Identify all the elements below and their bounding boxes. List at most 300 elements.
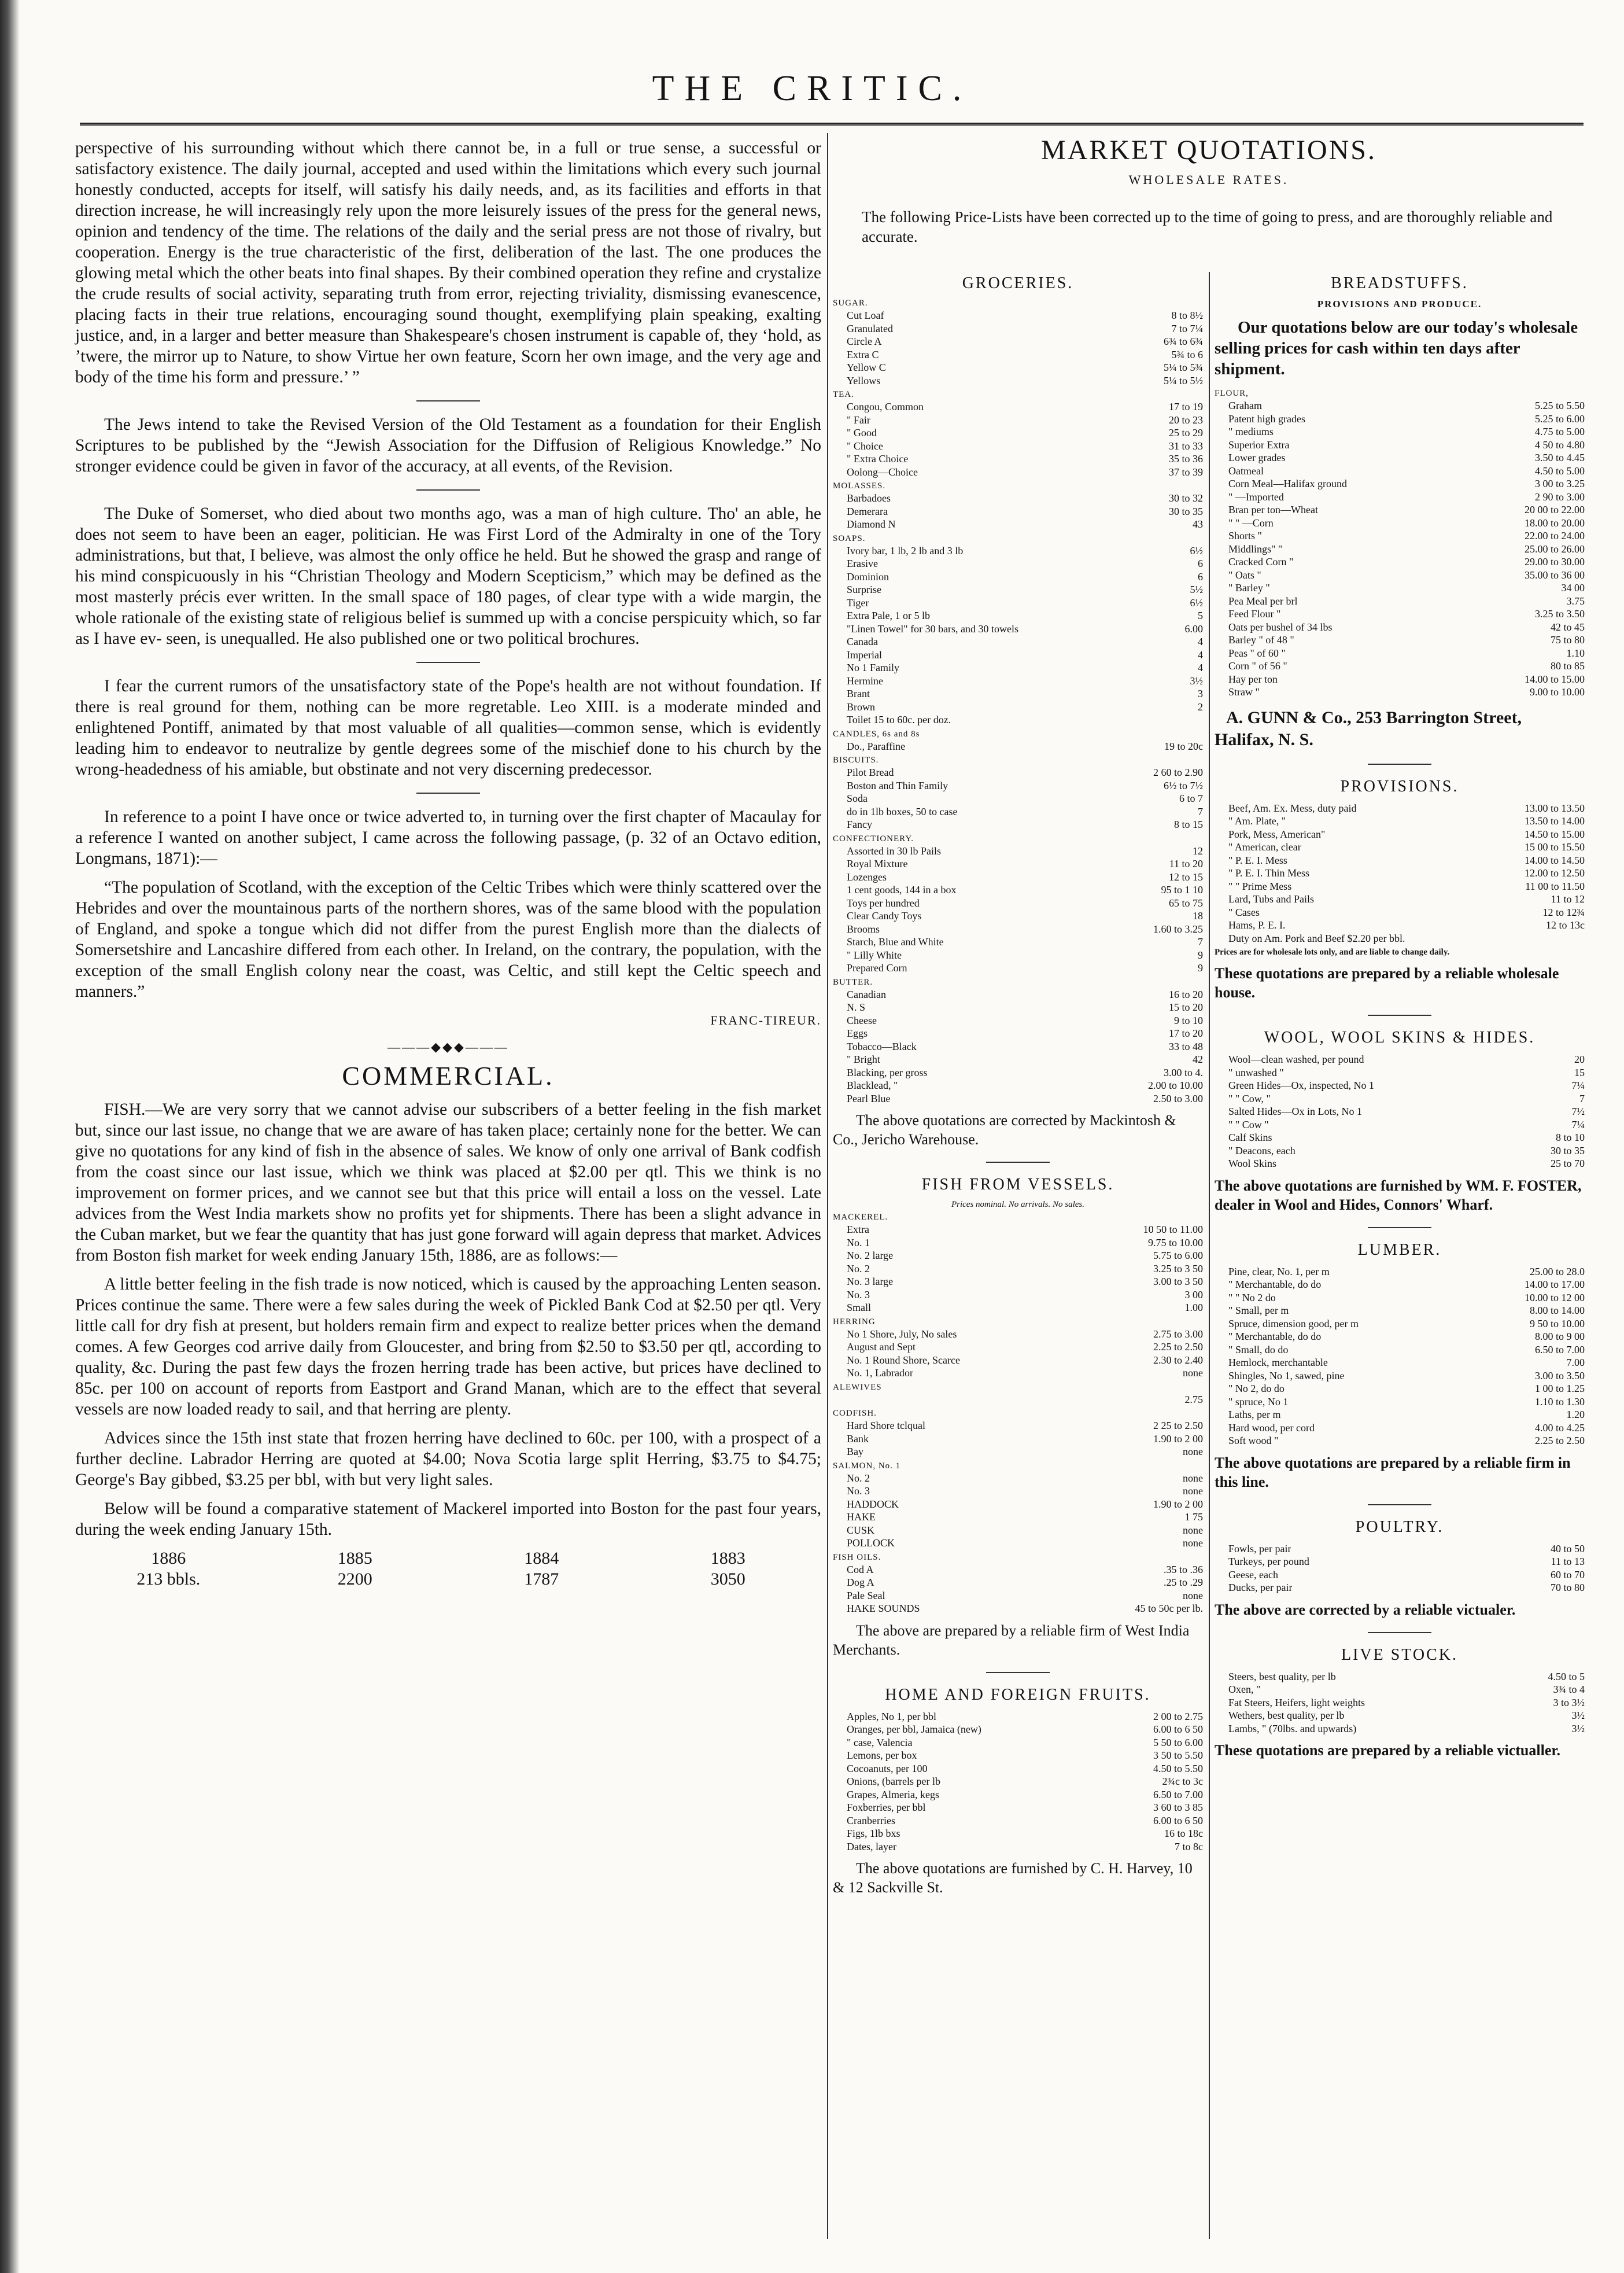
item-name: Brooms xyxy=(847,923,880,935)
item-price: 2 xyxy=(1198,701,1203,713)
breadstuffs-list xyxy=(1215,399,1585,699)
price-row xyxy=(833,1236,1203,1250)
divider xyxy=(1368,1504,1431,1505)
item-name: Apples, No 1, per bbl xyxy=(847,1710,936,1722)
livestock-list xyxy=(1215,1670,1585,1736)
item-name: Yellows xyxy=(847,374,881,386)
price-row xyxy=(1215,412,1585,426)
item-price: 5¼ to 5¾ xyxy=(1163,362,1203,373)
item-price: 3.00 to 3.50 xyxy=(1534,1369,1585,1382)
item-price: 60 to 70 xyxy=(1550,1568,1585,1581)
provisions-note: These quotations are prepared by a reliable wholesale house. xyxy=(1215,965,1559,1001)
item-price: none xyxy=(1183,1589,1203,1601)
item-price: 4 50 to 4.80 xyxy=(1534,439,1585,451)
item-price: 2.25 to 2.50 xyxy=(1534,1435,1585,1446)
item-name: Soda xyxy=(847,793,868,804)
year-cell: 1884 xyxy=(524,1549,559,1568)
category-label: ALEWIVES xyxy=(833,1382,882,1392)
item-name: Shingles, No 1, sawed, pine xyxy=(1228,1369,1345,1382)
item-price: 3½ xyxy=(1190,675,1203,687)
item-name: Dominion xyxy=(847,570,889,583)
item-name: Bay xyxy=(847,1446,863,1457)
item-name: " Bright xyxy=(847,1053,880,1065)
item-name: Surprise xyxy=(847,584,881,595)
item-name: No 1 Shore, July, No sales xyxy=(847,1328,957,1340)
item-price: 14.00 to 17.00 xyxy=(1524,1279,1585,1290)
item-price: 3¾ to 4 xyxy=(1553,1683,1585,1695)
item-price: 3.50 to 4.45 xyxy=(1534,452,1585,463)
price-row xyxy=(1215,555,1585,569)
item-name: Grapes, Almeria, kegs xyxy=(847,1788,939,1800)
price-row xyxy=(1215,854,1585,867)
livestock-heading: LIVE STOCK. xyxy=(1341,1645,1459,1664)
item-name: HAKE xyxy=(847,1511,876,1523)
item-price: 30 to 35 xyxy=(1168,505,1203,517)
price-row xyxy=(833,740,1203,753)
price-row xyxy=(1215,673,1585,686)
price-row xyxy=(833,1354,1203,1367)
item-name: Lower grades xyxy=(1228,452,1286,463)
item-price: 11 to 12 xyxy=(1551,893,1585,905)
item-name: Pine, clear, No. 1, per m xyxy=(1228,1265,1330,1277)
price-row xyxy=(833,635,1203,649)
groceries-heading: GROCERIES. xyxy=(962,274,1074,292)
item-name: Figs, 1lb bxs xyxy=(847,1828,900,1839)
price-row xyxy=(833,557,1203,570)
item-price: 7½ xyxy=(1571,1106,1585,1117)
price-row xyxy=(1215,660,1585,673)
price-row xyxy=(1215,1395,1585,1409)
year-cell: 1883 xyxy=(710,1549,745,1568)
price-row xyxy=(833,1511,1203,1524)
item-price: 4 xyxy=(1198,662,1203,673)
category-label: CANDLES, 6s and 8s xyxy=(833,729,920,739)
price-row xyxy=(833,1736,1203,1749)
item-price: 8.00 to 9 00 xyxy=(1534,1331,1585,1342)
provisions-produce-subheading: PROVISIONS AND PRODUCE. xyxy=(1317,299,1482,310)
provisions-small-note: Prices are for wholesale lots only, and are liable to change daily. xyxy=(1215,948,1450,957)
item-name: Spruce, dimension good, per m xyxy=(1228,1317,1359,1329)
item-name: No. 1, Labrador xyxy=(847,1367,913,1379)
item-name: " " Cow " xyxy=(1228,1118,1269,1130)
price-row xyxy=(833,805,1203,819)
price-row xyxy=(833,961,1203,975)
commercial-heading: COMMERCIAL. xyxy=(342,1061,555,1091)
fruits-heading: HOME AND FOREIGN FRUITS. xyxy=(885,1685,1151,1704)
price-row xyxy=(1215,867,1585,880)
item-price: 3 50 to 5.50 xyxy=(1153,1749,1203,1761)
item-name: No 1 Family xyxy=(847,662,900,673)
price-row xyxy=(833,1027,1203,1040)
item-name: Bank xyxy=(847,1432,869,1445)
price-row xyxy=(833,322,1203,336)
item-price: 9 50 to 10.00 xyxy=(1529,1317,1585,1329)
wool-heading: WOOL, WOOL SKINS & HIDES. xyxy=(1264,1029,1536,1047)
item-price: 7 xyxy=(1579,1092,1585,1104)
item-name: "Linen Towel" for 30 bars, and 30 towels xyxy=(847,622,1019,635)
editorial-column xyxy=(75,138,821,2238)
price-row xyxy=(1215,1304,1585,1317)
amount-cell: 2200 xyxy=(337,1570,372,1589)
price-row xyxy=(833,701,1203,714)
paragraph: A little better feeling in the fish trade is now noticed, which is caused by the approaching Lenten season. Prices continue the same. There were a few sales during the week of Pickled Bank Cod at $2.50 per qtl. Very little call for dry fish at present, but holders remain firm and expect to realize better prices when the demand comes. A few Georges cod arrive daily from Gloucester, and bring from $2.50 to $3.50 per qtl, according to quality, &c. During the past few days the frozen herring trade has been active, but prices have declined to 85c. per 100 on account of reports from Eastport and Grand Manan, which are to the effect that several vessels are now loaded ready to sail, and that herring are plenty. xyxy=(75,1275,821,1419)
item-name: Canada xyxy=(847,636,878,647)
item-name: Granulated xyxy=(847,322,893,334)
item-price: 12 to 12¾ xyxy=(1542,906,1585,918)
wool-note: The above quotations are furnished by WM. F. FOSTER, dealer in Wool and Hides, Connors' Wharf. xyxy=(1215,1177,1582,1213)
item-name: Pearl Blue xyxy=(847,1092,891,1104)
price-row xyxy=(833,1563,1203,1576)
divider xyxy=(1368,1015,1431,1016)
price-row xyxy=(833,1775,1203,1788)
price-row xyxy=(833,1723,1203,1736)
price-row xyxy=(833,1079,1203,1092)
item-name: Corn " of 56 " xyxy=(1228,660,1287,672)
item-name: " case, Valencia xyxy=(847,1736,913,1748)
item-price: 7 to 7¼ xyxy=(1171,322,1203,334)
item-price: 7¼ xyxy=(1571,1080,1585,1091)
item-price: 6¾ to 6¾ xyxy=(1163,336,1203,347)
price-row xyxy=(833,335,1203,348)
price-row xyxy=(1215,425,1585,439)
item-name: Peas " of 60 " xyxy=(1228,647,1286,659)
item-price: 31 to 33 xyxy=(1168,440,1203,452)
item-price: .25 to .29 xyxy=(1163,1576,1203,1588)
price-row xyxy=(1215,1382,1585,1395)
price-row xyxy=(833,583,1203,596)
item-name: Circle A xyxy=(847,336,882,347)
category-label: SALMON, No. 1 xyxy=(833,1461,901,1471)
price-row xyxy=(1215,1542,1585,1556)
item-name: Patent high grades xyxy=(1228,412,1305,425)
item-name: Middlings" " xyxy=(1228,543,1283,555)
item-name: Erasive xyxy=(847,558,878,569)
item-price: 20 00 to 22.00 xyxy=(1524,504,1585,515)
category-label: SUGAR. xyxy=(833,299,868,308)
item-price: 3½ xyxy=(1571,1710,1585,1721)
price-row xyxy=(833,1275,1203,1288)
category-label: HERRING xyxy=(833,1317,876,1327)
price-row xyxy=(833,897,1203,910)
price-row xyxy=(833,544,1203,558)
flour-category: FLOUR, xyxy=(1215,389,1249,398)
item-price: 13.00 to 13.50 xyxy=(1524,802,1585,814)
provisions-list xyxy=(1215,802,1585,945)
quotations-column-right xyxy=(1215,267,1585,2238)
item-price: 5½ xyxy=(1190,584,1203,595)
lumber-list xyxy=(1215,1265,1585,1447)
item-name: POLLOCK xyxy=(847,1537,895,1549)
price-row xyxy=(1215,1555,1585,1568)
item-price: 14.50 to 15.00 xyxy=(1524,828,1585,840)
price-row xyxy=(833,935,1203,949)
item-name: Foxberries, per bbl xyxy=(847,1802,926,1813)
price-row xyxy=(1215,1356,1585,1369)
price-row xyxy=(1215,828,1585,841)
item-name: Oxen, " xyxy=(1228,1683,1261,1695)
item-price: .35 to .36 xyxy=(1163,1563,1203,1575)
quotation: “The population of Scotland, with the exception of the Celtic Tribes which were thinly scattered over the Hebrides and over the mountainous parts of the northern shores, was of the same blood with the population of England, and spoke a tongue which did not differ from the purest English more than the dialects of Somersetshire and Lancashire differed from each other. In Ireland, on the contrary, the population, with the exception of the small English colony near the coast, was Celtic, and still kept the Celtic speech and manners.” xyxy=(75,878,821,1001)
price-row xyxy=(833,1328,1203,1341)
item-name: Straw " xyxy=(1228,686,1260,698)
item-name: Geese, each xyxy=(1228,1568,1278,1581)
item-price: 4.50 to 5.00 xyxy=(1534,465,1585,477)
market-intro: The following Price-Lists have been corrected up to the time of going to press, and are thoroughly reliable and accurate. xyxy=(862,208,1553,245)
item-price: 43 xyxy=(1193,518,1203,530)
paragraph: FISH.—We are very sorry that we cannot advise our subscribers of a better feeling in the fish market but, since our last issue, no change that we are aware of has taken place; certainly none for the better. We can give no quotations for any kind of fish in the absence of sales. We know of only one arrival of Bank codfish from the coast since our last issue, which we think was placed at $2.00 per qtl. This we think is no improvement on former prices, and we cannot see but that this price will entail a loss on the vessel. Late advices from the West India markets show no profits yet for shipments. There has been a slight advance in the Cuban market, but we fear the quantity that has just gone forward will again depress that market. Advices from Boston fish market for week ending January 15th, 1886, are as follows:— xyxy=(75,1100,821,1265)
item-name: Boston and Thin Family xyxy=(847,779,948,791)
item-name: " Am. Plate, " xyxy=(1228,815,1286,827)
item-price: 6.50 to 7.00 xyxy=(1153,1788,1203,1800)
item-price: 6 xyxy=(1198,570,1203,583)
fish-note: The above are prepared by a reliable firm of West India Merchants. xyxy=(833,1622,1190,1658)
item-name: Starch, Blue and White xyxy=(847,936,944,948)
price-row xyxy=(1215,802,1585,815)
item-price: 20 xyxy=(1574,1053,1585,1065)
price-row xyxy=(833,1432,1203,1446)
price-row xyxy=(833,1445,1203,1458)
item-name: " Fair xyxy=(847,414,870,426)
price-row xyxy=(1215,1278,1585,1291)
item-name: " mediums xyxy=(1228,426,1274,437)
paragraph: The Jews intend to take the Revised Version of the Old Testament as a foundation for their English Scriptures to be published by the “Jewish Association for the Diffusion of Religious Knowledge.” No stronger evidence could be given in favor of the accuracy, at all events, of the Revision. xyxy=(75,415,821,476)
item-price: 8.00 to 14.00 xyxy=(1529,1305,1585,1316)
masthead-rule xyxy=(80,123,1584,126)
item-price: 35.00 to 36 00 xyxy=(1524,569,1585,581)
item-price: 15 00 to 15.50 xyxy=(1524,841,1585,853)
item-name: " Good xyxy=(847,427,877,439)
fish-prices-note: Prices nominal. No arrivals. No sales. xyxy=(951,1200,1084,1209)
item-name: Oatmeal xyxy=(1228,465,1264,477)
price-row xyxy=(1215,1568,1585,1582)
category-label: SOAPS. xyxy=(833,533,866,543)
price-row xyxy=(833,348,1203,362)
price-row xyxy=(833,1340,1203,1354)
item-name: Yellow C xyxy=(847,362,886,373)
price-row xyxy=(833,1602,1203,1615)
item-name: Ivory bar, 1 lb, 2 lb and 3 lb xyxy=(847,544,964,557)
price-row xyxy=(833,1393,1203,1406)
item-name: " Small, do do xyxy=(1228,1343,1289,1355)
item-name: " Deacons, each xyxy=(1228,1144,1295,1156)
item-price: 2.50 to 3.00 xyxy=(1153,1092,1203,1104)
price-row xyxy=(833,1301,1203,1314)
item-price: 45 to 50c per lb. xyxy=(1135,1602,1203,1614)
item-price: 16 to 18c xyxy=(1164,1828,1203,1839)
item-price: 1.60 to 3.25 xyxy=(1153,923,1203,935)
price-row xyxy=(1215,880,1585,893)
item-name: N. S xyxy=(847,1001,866,1013)
provisions-heading: PROVISIONS. xyxy=(1340,777,1459,795)
item-name: Blacklead, " xyxy=(847,1080,898,1091)
item-price: 2.75 xyxy=(1184,1393,1203,1405)
ornament-divider: ———◆◆◆——— xyxy=(387,1040,509,1054)
paragraph: In reference to a point I have once or twice adverted to, in turning over the first chapter of Macaulay for a reference I wanted on another subject, I came across the following passage, (p. 32 of an Octavo edition, Longmans, 1871):— xyxy=(75,808,821,868)
item-price: 1 75 xyxy=(1184,1511,1203,1523)
item-price: 70 to 80 xyxy=(1550,1582,1585,1593)
item-name: Salted Hides—Ox in Lots, No 1 xyxy=(1228,1106,1362,1117)
divider xyxy=(1368,1227,1431,1228)
item-price: 3 60 to 3 85 xyxy=(1153,1802,1203,1813)
paragraph: Below will be found a comparative statement of Mackerel imported into Boston for the past four years, during the week ending January 15th. xyxy=(75,1500,821,1539)
item-name: Green Hides—Ox, inspected, No 1 xyxy=(1228,1080,1374,1091)
price-row xyxy=(833,452,1203,466)
item-name: " spruce, No 1 xyxy=(1228,1395,1289,1408)
item-price: 1 00 to 1.25 xyxy=(1534,1383,1585,1394)
item-price: 8 to 10 xyxy=(1555,1132,1585,1143)
wool-list xyxy=(1215,1053,1585,1170)
price-row xyxy=(833,909,1203,923)
poultry-heading: POULTRY. xyxy=(1355,1517,1444,1536)
item-price: 6.00 xyxy=(1184,622,1203,635)
price-row xyxy=(1215,1079,1585,1092)
item-price: 17 to 19 xyxy=(1168,401,1203,412)
price-row xyxy=(1215,932,1585,945)
item-price: 30 to 32 xyxy=(1168,492,1203,504)
item-name: Oranges, per bbl, Jamaica (new) xyxy=(847,1723,981,1735)
item-name: Duty on Am. Pork and Beef $2.20 per bbl. xyxy=(1228,932,1405,944)
price-row xyxy=(1215,1696,1585,1710)
item-name: Barley " of 48 " xyxy=(1228,634,1294,646)
item-price: 6 to 7 xyxy=(1179,793,1203,804)
price-row xyxy=(1215,607,1585,621)
item-price: 12 to 15 xyxy=(1168,871,1203,883)
item-price: none xyxy=(1183,1446,1203,1457)
column-rule xyxy=(1209,272,1210,2239)
item-name: Calf Skins xyxy=(1228,1132,1272,1143)
price-row xyxy=(1215,595,1585,608)
price-row xyxy=(1215,1144,1585,1158)
price-row xyxy=(833,609,1203,622)
price-row xyxy=(1215,569,1585,582)
item-price: 3.00 to 3 50 xyxy=(1153,1276,1203,1287)
item-price: 10.00 to 12 00 xyxy=(1524,1291,1585,1303)
item-price: 1.90 to 2 00 xyxy=(1153,1432,1203,1445)
item-price: 15 xyxy=(1574,1066,1585,1078)
item-price: 29.00 to 30.00 xyxy=(1524,556,1585,568)
item-name: No. 2 large xyxy=(847,1250,894,1261)
item-name: CUSK xyxy=(847,1524,875,1536)
item-name: 1 cent goods, 144 in a box xyxy=(847,884,957,896)
item-name: Fat Steers, Heifers, light weights xyxy=(1228,1696,1365,1708)
item-name: Beef, Am. Ex. Mess, duty paid xyxy=(1228,802,1357,814)
item-name: Barbadoes xyxy=(847,492,891,504)
price-row xyxy=(833,1223,1203,1236)
item-price: 42 to 45 xyxy=(1550,621,1585,633)
item-name: Hemlock, merchantable xyxy=(1228,1357,1328,1368)
price-row xyxy=(833,505,1203,518)
item-price: 10 50 to 11.00 xyxy=(1143,1224,1203,1235)
price-row xyxy=(1215,529,1585,543)
item-price: 25.00 to 26.00 xyxy=(1524,543,1585,555)
item-name: Wethers, best quality, per lb xyxy=(1228,1710,1345,1721)
price-row xyxy=(1215,1131,1585,1144)
item-price: 7¼ xyxy=(1571,1118,1585,1130)
price-row xyxy=(833,1484,1203,1498)
item-name: Dog A xyxy=(847,1576,874,1588)
item-name: " Merchantable, do do xyxy=(1228,1279,1322,1290)
item-name: Prepared Corn xyxy=(847,962,907,974)
category-label: CONFECTIONERY. xyxy=(833,834,914,843)
item-name: Fowls, per pair xyxy=(1228,1542,1291,1554)
item-name: " Barley " xyxy=(1228,582,1270,594)
item-price: 3 00 to 3.25 xyxy=(1534,478,1585,489)
item-price: 25 to 70 xyxy=(1550,1158,1585,1169)
price-row xyxy=(833,713,1203,727)
item-price: 80 to 85 xyxy=(1550,660,1585,672)
price-row xyxy=(1215,1683,1585,1696)
item-price: 6.50 to 7.00 xyxy=(1534,1343,1585,1355)
item-name: Lozenges xyxy=(847,871,887,883)
item-name: Congou, Common xyxy=(847,401,924,412)
price-row xyxy=(833,622,1203,636)
item-name: Shorts " xyxy=(1228,530,1262,541)
item-name: Cod A xyxy=(847,1563,874,1575)
paragraph: perspective of his surrounding without which there cannot be, in a full or true sense, a successful or satisfactory existence. The daily journal, accepted and used within the limitations which every such journal honestly conducted, accepts for itself, will satisfy his daily needs, and, as its facilities and efforts in that direction increase, he will increasingly rely upon the more leisurely issues of the press for the general news, opinion and tendency of the time. The relations of the daily and the serial press are not those of rivalry, but cooperation. Energy is the true characteristic of the first, deliberation of the last. The one produces the glowing metal which the other beats into final shapes. By their combined operation they refine and crystalize the crude results of social activity, separating truth from error, rejecting triviality, dismissing evanescence, placing facts in their true relations, encouraging sound thought, exemplifying plain speaking, exalting justice, and, in a larger and better measure than Shakespeare's chosen instrument is capable of, they ‘hold, as ’twere, the mirror up to Nature, to show Virtue her own feature, Scorn her own image, and the very age and body of the time his form and pressure.’ ” xyxy=(75,139,821,386)
price-row xyxy=(833,1840,1203,1854)
item-price: 14.00 to 14.50 xyxy=(1524,854,1585,866)
price-row xyxy=(833,845,1203,858)
item-name: Pea Meal per brl xyxy=(1228,595,1298,607)
item-name: " Lilly White xyxy=(847,949,902,961)
fruits-note: The above quotations are furnished by C. H. Harvey, 10 & 12 Sackville St. xyxy=(833,1860,1193,1896)
item-price: 11 00 to 11.50 xyxy=(1525,880,1585,892)
price-row xyxy=(1215,841,1585,854)
price-row xyxy=(1215,1053,1585,1066)
price-row xyxy=(1215,503,1585,517)
item-name: " " Cow, " xyxy=(1228,1092,1271,1104)
item-name: Clear Candy Toys xyxy=(847,910,922,922)
item-name: Toys per hundred xyxy=(847,897,920,909)
item-price: 1.90 to 2 00 xyxy=(1153,1498,1203,1510)
item-name: " Cases xyxy=(1228,906,1260,918)
item-price: 1.00 xyxy=(1184,1302,1203,1313)
item-name: Wool Skins xyxy=(1228,1158,1277,1169)
lumber-heading: LUMBER. xyxy=(1357,1240,1442,1259)
item-price: 6½ xyxy=(1190,596,1203,609)
item-price: 6 xyxy=(1198,558,1203,569)
category-label: MACKEREL. xyxy=(833,1213,888,1222)
item-price: 4.50 to 5.50 xyxy=(1153,1762,1203,1774)
price-row xyxy=(1215,581,1585,595)
item-name: Cheese xyxy=(847,1014,877,1026)
price-row xyxy=(1215,1330,1585,1343)
item-name: Dates, layer xyxy=(847,1840,896,1852)
item-name: " Merchantable, do do xyxy=(1228,1331,1322,1342)
item-name: " " —Corn xyxy=(1228,517,1274,529)
item-name: Soft wood " xyxy=(1228,1435,1279,1446)
price-row xyxy=(1215,1291,1585,1305)
price-row xyxy=(833,1827,1203,1840)
divider xyxy=(416,793,480,794)
item-name: Do., Paraffine xyxy=(847,740,906,752)
livestock-note: These quotations are prepared by a reliable victualler. xyxy=(1215,1742,1561,1759)
item-price: 9.75 to 10.00 xyxy=(1147,1236,1203,1248)
year-cell: 1885 xyxy=(337,1549,372,1568)
price-row xyxy=(1215,1066,1585,1080)
item-name: Hermine xyxy=(847,675,883,687)
item-name: Ducks, per pair xyxy=(1228,1582,1293,1593)
item-name: " P. E. I. Mess xyxy=(1228,854,1287,866)
category-label: BUTTER. xyxy=(833,977,873,987)
price-row xyxy=(833,661,1203,675)
divider xyxy=(986,1672,1050,1673)
item-name: Brown xyxy=(847,701,875,713)
item-price: 25 to 29 xyxy=(1168,427,1203,439)
price-row xyxy=(1215,621,1585,634)
price-row xyxy=(833,649,1203,662)
item-price: 9 to 10 xyxy=(1173,1014,1203,1026)
